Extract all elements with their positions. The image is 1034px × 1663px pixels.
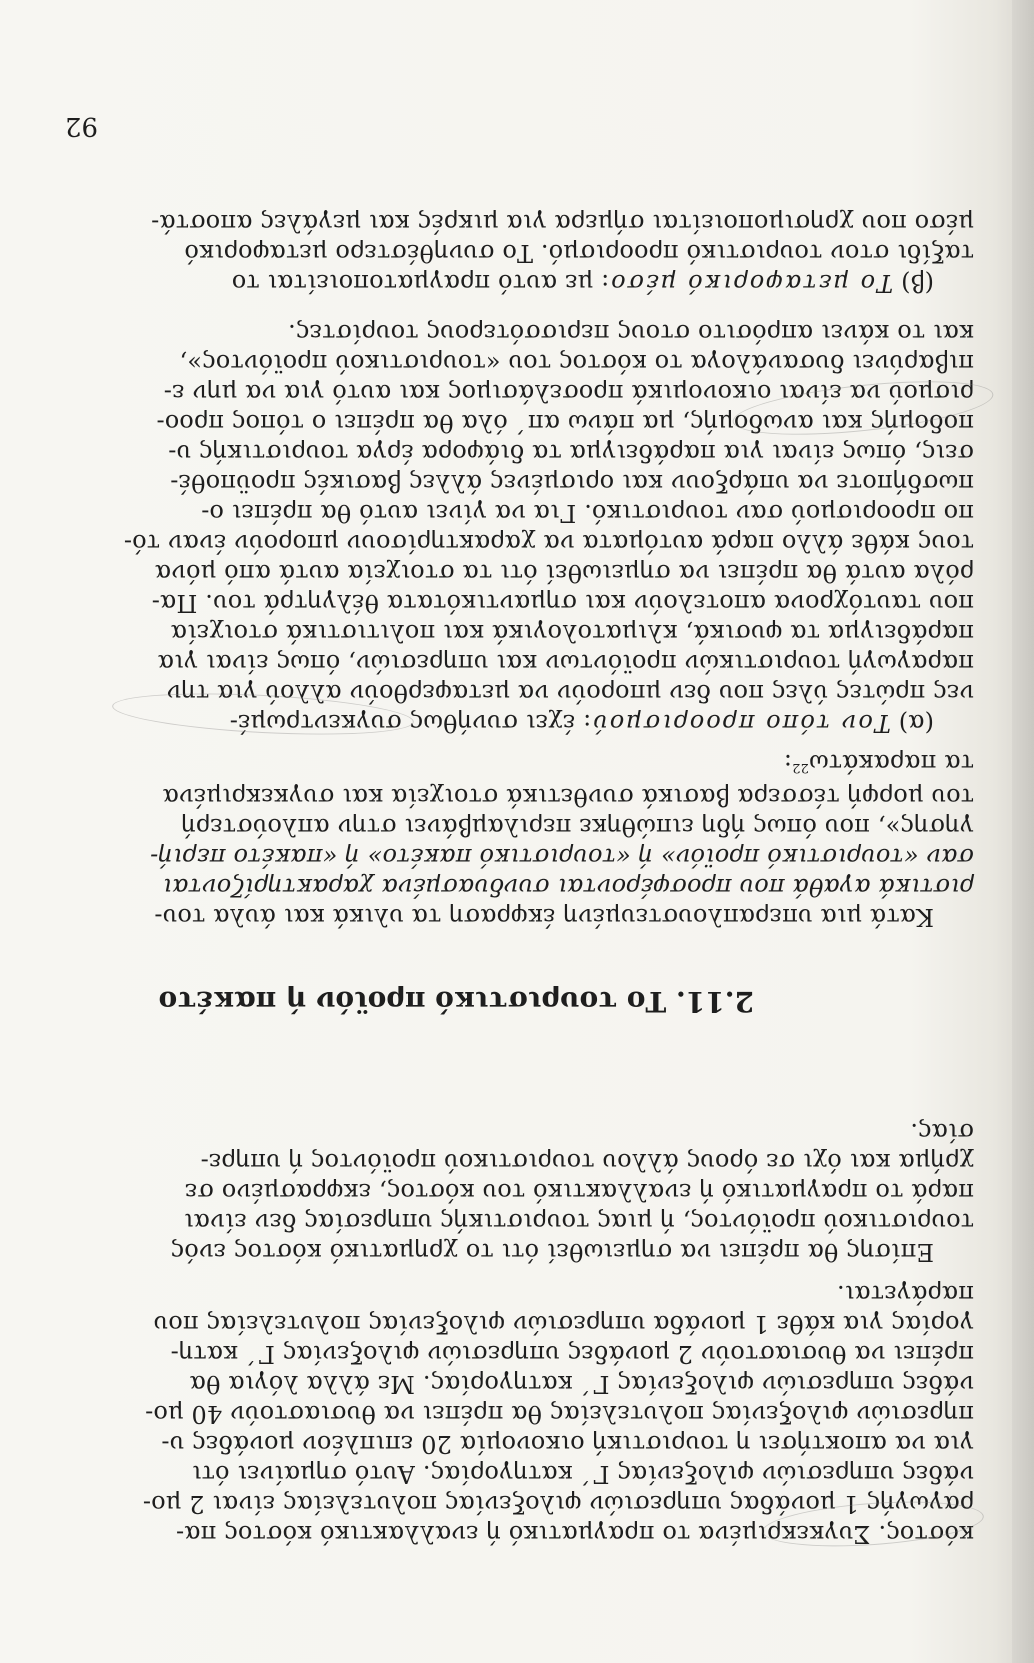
text-line: νάδες υπηρεσιών φιλοξενίας Γ΄ κατηγορίας. Με άλλα λόγια θα [189, 1370, 974, 1398]
item-a-label: (α) [898, 709, 934, 737]
text-line: τα παρακάτω$^{22}$: [783, 749, 974, 777]
section-heading: 2.11. Το τουριστικό προϊόν ή πακέτο [158, 985, 754, 1018]
text-line: σεις, όπως είναι για παράδειγμα τα διάφορα έργα τουριστικής υ- [168, 439, 974, 467]
text-line: χρήμα και όχι σε όρους άλλου τουριστικού προϊόντος ή υπηρε- [200, 1148, 974, 1176]
page-number: 92 [64, 111, 98, 141]
text-line: και το κάνει απρόσιτο στους περισσότερους τουρίστες. [288, 319, 974, 347]
text-line: πωσδήποτε να υπάρξουν και ορισμένες άλλες βασικές προϋποθέ- [170, 469, 974, 497]
text-line: παράδειγμα τα φυσικά, κλιματολογικά και πολιτιστικά στοιχεία [170, 619, 974, 647]
item-a-title: Τον τόπο προορισμού [591, 709, 891, 737]
text-line: που ταυτόχρονα αποτελούν και σημαντικότατα θέλγητρά του. Πα- [151, 589, 974, 617]
text-line: σίας. [910, 1118, 974, 1146]
item-b-title: Το μεταφορικό μέσο [609, 269, 894, 297]
text-line: παρά το πραγματικό ή εναλλακτικό του κόστος, εκφρασμένο σε [184, 1178, 974, 1206]
text-line: Επίσης θα πρέπει να σημειωθεί ότι το χρηματικό κόστος ενός [170, 1238, 934, 1266]
text-line: μέσο που χρησιμοποιείται σήμερα για μικρές και μεγάλες αποστά- [150, 209, 974, 237]
text-line: κόστος. Συγκεκριμένα το πραγματικό ή εναλλακτικό κόστος πα- [175, 1520, 974, 1548]
text-line: πηρεσιών φιλοξενίας πολυτελείας θα πρέπει να θυσιαστούν 40 μο- [144, 1400, 974, 1428]
text-line: ρισμού να είναι οικονομικά προσελάσιμος και αυτό για να μην ε- [163, 379, 974, 407]
text-line: Κατά μια υπεραπλουστευμένη έκφραση τα υλικά και άυλα του- [154, 903, 934, 931]
text-line: πο προορισμού σαν τουριστικό. Για να γίνει αυτό θα πρέπει ο- [201, 499, 974, 527]
text-line: πιβαρύνει δυσανάλογα το κόστος του «τουριστικού προϊόντος», [179, 349, 974, 377]
text-fragment: : με αυτό πραγματοποιείται το [231, 269, 610, 297]
text-line: νες πρώτες ύλες που δεν μπορούν να μεταφερθούν αλλού για την [166, 679, 974, 707]
item-b-label: (β) [900, 269, 934, 297]
text-line: ραγωγής 1 μονάδας υπηρεσιών φιλοξενίας πολυτελείας είναι 2 μο- [142, 1490, 974, 1518]
text-line: του μορφή τέσσερα βασικά συνθετικά στοιχεία και συγκεκριμένα [162, 783, 974, 811]
text-line: γησης», που όπως ήδη ειπώθηκε περιλαμβάνει στην απλούστερή [181, 813, 974, 841]
text-line: νάδες υπηρεσιών φιλοξενίας Γ΄ κατηγορίας. Αυτό σημαίνει ότι [191, 1460, 974, 1488]
text-line [232, 268, 934, 298]
footnote-reference: 22 [792, 760, 809, 775]
text-line: παραγωγή τουριστικών προϊόντων και υπηρεσιών, όπως είναι για [157, 649, 974, 677]
text-line: γορίας για κάθε 1 μονάδα υπηρεσιών φιλοξενίας πολυτελείας που [153, 1310, 974, 1338]
text-line: σαν «τουριστικό προϊόν» ή «τουριστικό πακέτο» ή «πακέτο περιή- [150, 843, 974, 871]
text-line: παράγεται. [836, 1280, 974, 1308]
text-line: ταξίδι στον τουριστικό προορισμό. Το συνηθέστερο μεταφορικό [184, 239, 974, 267]
text-fragment: τα παρακάτω [808, 749, 974, 777]
text-line: τουριστικού προϊόντος, ή μιας τουριστικής υπηρεσίας δεν είναι [183, 1208, 974, 1236]
text-line: τους κάθε άλλο παρά αυτόματα να χαρακτηρίσουν μπορούν έναν τό- [123, 529, 974, 557]
text-line: ποδομής και ανωδομής, μα πάνω απ΄ όλα θα πρέπει ο τόπος προο- [156, 409, 974, 437]
text-line: πρέπει να θυσιαστούν 2 μονάδες υπηρεσιών φιλοξενίας Γ΄ κατη- [170, 1340, 974, 1368]
text-line: για να αποκτήσει η τουριστική οικονομία 20 επιπλέον μονάδες υ- [161, 1430, 974, 1458]
text-fragment: : έχει συνήθως συγκεντρωμέ- [229, 709, 592, 737]
text-line: ριστικά αγαθά που προσφέρονται συνδυασμένα χαρακτηρίζονται [162, 873, 974, 901]
text-line: ρόλα αυτά θα πρέπει να σημειωθεί ότι τα στοιχεία αυτά από μόνα [154, 559, 974, 587]
